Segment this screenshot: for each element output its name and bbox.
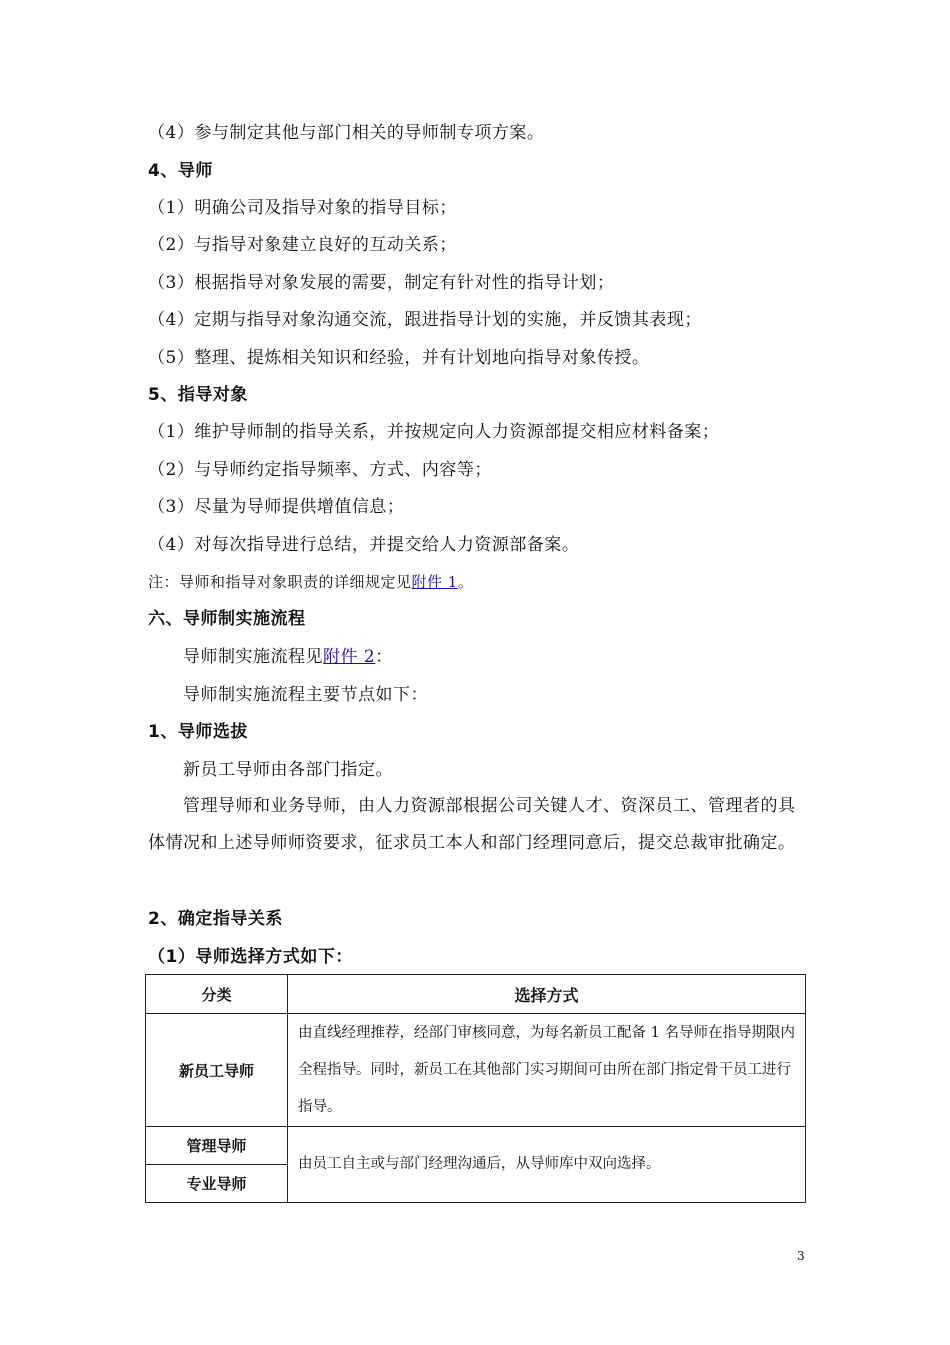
row-method-shared: 由员工自主或与部门经理沟通后，从导师库中双向选择。 xyxy=(288,1127,806,1203)
section-heading-mentee: 5、指导对象 xyxy=(148,385,248,405)
header-method: 选择方式 xyxy=(288,975,806,1014)
note-text: 注：导师和指导对象职责的详细规定见 xyxy=(148,573,412,591)
row-method-new-employee: 由直线经理推荐，经部门审核同意，为每名新员工配备 1 名导师在指导期限内全程指导。同时，新员工在其他部门实习期间可由所在部门指定骨干员工进行指导。 xyxy=(288,1014,806,1127)
new-employee-mentor-text: 新员工导师由各部门指定。 xyxy=(183,760,393,780)
mentee-duty-2: （2）与导师约定指导频率、方式、内容等； xyxy=(148,460,492,480)
page-number: 3 xyxy=(797,1249,805,1263)
row-category-professional: 专业导师 xyxy=(146,1165,288,1203)
header-category: 分类 xyxy=(146,975,288,1014)
mentor-duty-3: （3）根据指导对象发展的需要，制定有针对性的指导计划； xyxy=(148,273,615,293)
mentee-duty-1: （1）维护导师制的指导关系，并按规定向人力资源部提交相应材料备案； xyxy=(148,422,720,442)
management-mentor-paragraph xyxy=(148,788,808,862)
process-intro-suffix: ： xyxy=(375,647,393,667)
mentor-duty-2: （2）与指导对象建立良好的互动关系； xyxy=(148,235,457,255)
process-nodes-intro: 导师制实施流程主要节点如下： xyxy=(183,685,428,705)
note xyxy=(148,571,473,593)
row-category-new-employee: 新员工导师 xyxy=(146,1014,288,1127)
table-row xyxy=(146,1014,806,1127)
mentor-duty-4: （4）定期与指导对象沟通交流，跟进指导计划的实施，并反馈其表现； xyxy=(148,310,702,330)
section-heading-mentor: 4、导师 xyxy=(148,161,213,181)
process-intro-text: 导师制实施流程见 xyxy=(183,647,323,667)
mentee-duty-4: （4）对每次指导进行总结，并提交给人力资源部备案。 xyxy=(148,535,580,555)
appendix-2-link[interactable]: 附件 2 xyxy=(323,647,376,667)
section-heading-relationship: 2、确定指导关系 xyxy=(148,909,283,929)
duty-item-4: （4）参与制定其他与部门相关的导师制专项方案。 xyxy=(148,123,545,143)
mentor-selection-table xyxy=(145,974,806,1203)
table-row xyxy=(146,1127,806,1165)
process-intro xyxy=(183,646,393,668)
row-category-management: 管理导师 xyxy=(146,1127,288,1165)
note-suffix: 。 xyxy=(457,573,474,591)
mentor-duty-1: （1）明确公司及指导对象的指导目标； xyxy=(148,198,457,218)
section-heading-selection: 1、导师选拔 xyxy=(148,722,248,742)
management-mentor-text: 管理导师和业务导师，由人力资源部根据公司关键人才、资深员工、管理者的具体情况和上述导师师资要求，征求员工本人和部门经理同意后，提交总裁审批确定。 xyxy=(148,796,796,853)
subheading-selection-method: （1）导师选择方式如下： xyxy=(148,947,353,967)
appendix-1-link[interactable]: 附件 1 xyxy=(411,573,458,591)
mentor-duty-5: （5）整理、提炼相关知识和经验，并有计划地向指导对象传授。 xyxy=(148,348,650,368)
chapter-heading-process: 六、导师制实施流程 xyxy=(148,609,306,629)
table-header-row xyxy=(146,975,806,1014)
mentee-duty-3: （3）尽量为导师提供增值信息； xyxy=(148,497,405,517)
